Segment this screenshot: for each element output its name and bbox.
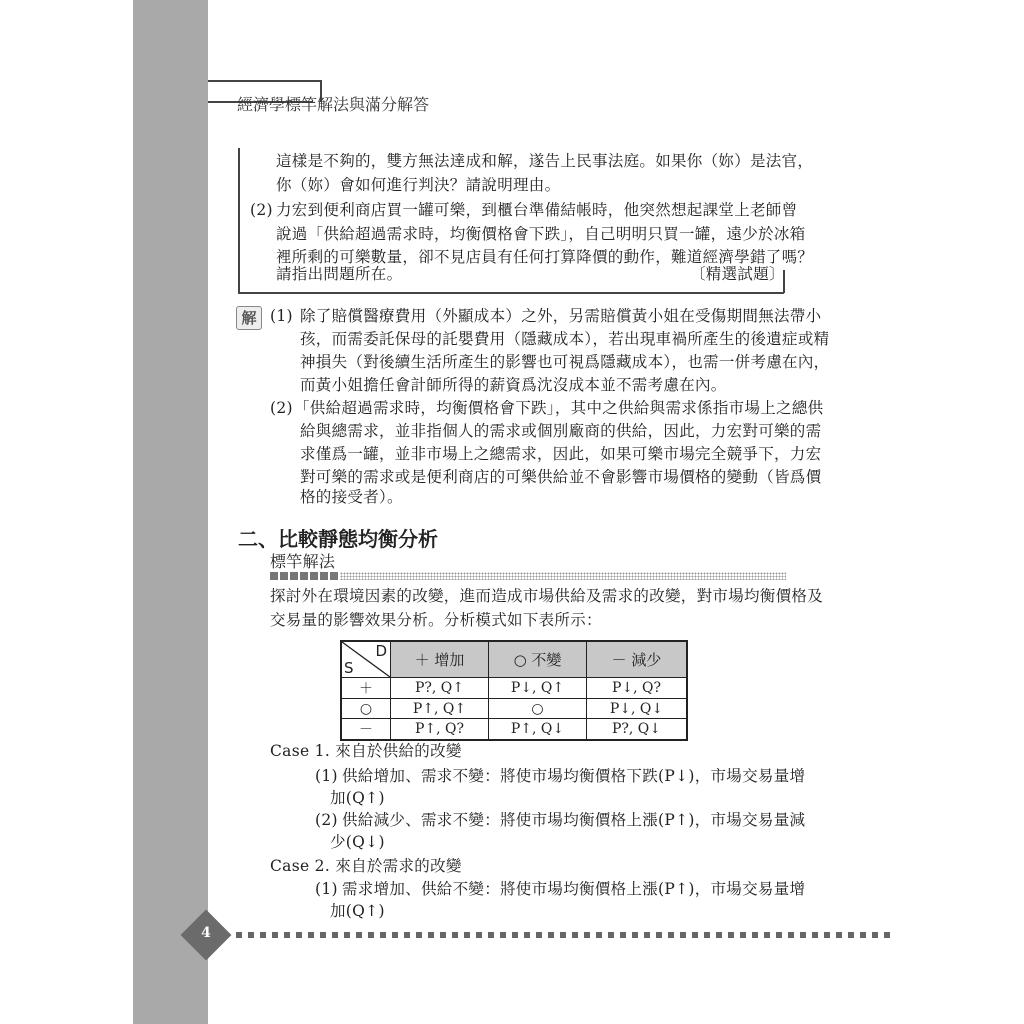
table-row xyxy=(341,719,687,741)
table-corner-cell xyxy=(341,641,391,678)
table-cell: ○ xyxy=(489,699,587,719)
table-cell: P↑, Q? xyxy=(391,719,489,741)
solution-line: 對可樂的需求或是便利商店的可樂供給並不會影響市場價格的變動（皆爲價 xyxy=(300,468,822,486)
solution-line: 而黃小姐擔任會計師所得的薪資爲沈沒成本並不需考慮在內。 xyxy=(300,376,727,394)
question-line: 你（妳）會如何進行判決？請說明理由。 xyxy=(276,176,561,194)
table-cell: P↑, Q↓ xyxy=(489,719,587,741)
subheading-rule xyxy=(270,572,340,580)
solution-line: 求僅爲一罐，並非市場上之總需求，因此，如果可樂市場完全競爭下，力宏 xyxy=(300,445,822,463)
table-cell: P↓, Q↑ xyxy=(489,678,587,699)
case-title: Case 1. 來自於供給的改變 xyxy=(270,742,462,760)
subheading-dotted-rule xyxy=(340,572,786,580)
running-header-title: 經濟學標竿解法與滿分解答 xyxy=(237,95,430,114)
solution-icon: 解 xyxy=(236,306,262,330)
intro-line: 交易量的影響效果分析。分析模式如下表所示： xyxy=(270,611,602,629)
question-source-tag: 〔精選試題〕 xyxy=(690,265,785,283)
section-subheading: 標竿解法 xyxy=(270,552,336,571)
footer-dotted-rule xyxy=(236,932,892,938)
solution-line: 孩，而需委託保母的託嬰費用（隱藏成本），若出現車禍所產生的後遺症或精 xyxy=(300,330,830,348)
solution-line: 給與總需求，並非指個人的需求或個別廠商的供給，因此，力宏對可樂的需 xyxy=(300,422,822,440)
case-line: 加(Q↑) xyxy=(330,902,385,920)
table-cell: P↓, Q↓ xyxy=(587,699,688,719)
table-header: － 減少 xyxy=(587,641,688,678)
solution-line: 除了賠償醫療費用（外顯成本）之外，另需賠償黃小姐在受傷期間無法帶小 xyxy=(300,307,822,325)
intro-line: 探討外在環境因素的改變，進而造成市場供給及需求的改變，對市場均衡價格及 xyxy=(270,587,824,605)
question-line: 力宏到便利商店買一罐可樂，到櫃台準備結帳時，他突然想起課堂上老師曾 xyxy=(276,201,798,219)
table-cell: P↓, Q? xyxy=(587,678,688,699)
table-cell: P?, Q↑ xyxy=(391,678,489,699)
page-margin-band xyxy=(133,0,208,1024)
case-line: 供給減少、需求不變：將使市場均衡價格上漲(P↑)，市場交易量減 xyxy=(342,811,806,829)
solution-line: 神損失（對後續生活所產生的影響也可視爲隱藏成本），也需一併考慮在內， xyxy=(300,353,830,371)
table-header: ＋ 增加 xyxy=(391,641,489,678)
question-box-border xyxy=(238,148,240,293)
corner-label-demand: D xyxy=(375,642,387,660)
question-line: 請指出問題所在。 xyxy=(276,265,403,283)
corner-label-supply: S xyxy=(344,659,354,677)
question-item-number: (2) xyxy=(250,201,273,219)
case-line: 需求增加、供給不變：將使市場均衡價格上漲(P↑)，市場交易量增 xyxy=(342,880,806,898)
question-line: 這樣是不夠的，雙方無法達成和解，遂告上民事法庭。如果你（妳）是法官， xyxy=(276,152,814,170)
table-cell: P?, Q↓ xyxy=(587,719,688,741)
section-heading: 二、比較靜態均衡分析 xyxy=(238,527,438,551)
case-title: Case 2. 來自於需求的改變 xyxy=(270,857,462,875)
case-item-number: (1) xyxy=(315,767,338,785)
row-label: － xyxy=(341,719,391,741)
comparative-statics-table xyxy=(340,640,688,741)
case-line: 加(Q↑) xyxy=(330,789,385,807)
case-item-number: (2) xyxy=(315,811,338,829)
solution-line: 格的接受者）。 xyxy=(300,488,403,506)
table-cell: P↑, Q↑ xyxy=(391,699,489,719)
table-header: ○ 不變 xyxy=(489,641,587,678)
header-rule xyxy=(208,80,321,82)
case-item-number: (1) xyxy=(315,880,338,898)
row-label: ○ xyxy=(341,699,391,719)
case-line: 少(Q↓) xyxy=(330,833,385,851)
solution-item-number: (1) xyxy=(270,307,293,325)
table-row xyxy=(341,699,687,719)
solution-item-number: (2) xyxy=(270,399,293,417)
question-box-border xyxy=(238,292,784,294)
row-label: ＋ xyxy=(341,678,391,699)
case-line: 供給增加、需求不變：將使市場均衡價格下跌(P↓)，市場交易量增 xyxy=(342,767,806,785)
solution-line: 「供給超過需求時，均衡價格會下跌」，其中之供給與需求係指市場上之總供 xyxy=(294,399,824,417)
table-row xyxy=(341,678,687,699)
question-line: 說過「供給超過需求時，均衡價格會下跌」，自己明明只買一罐，遠少於冰箱 xyxy=(276,225,806,243)
question-line: 裡所剩的可樂數量，卻不見店員有任何打算降價的動作，難道經濟學錯了嗎？ xyxy=(276,248,814,266)
page-number: 4 xyxy=(201,925,211,941)
